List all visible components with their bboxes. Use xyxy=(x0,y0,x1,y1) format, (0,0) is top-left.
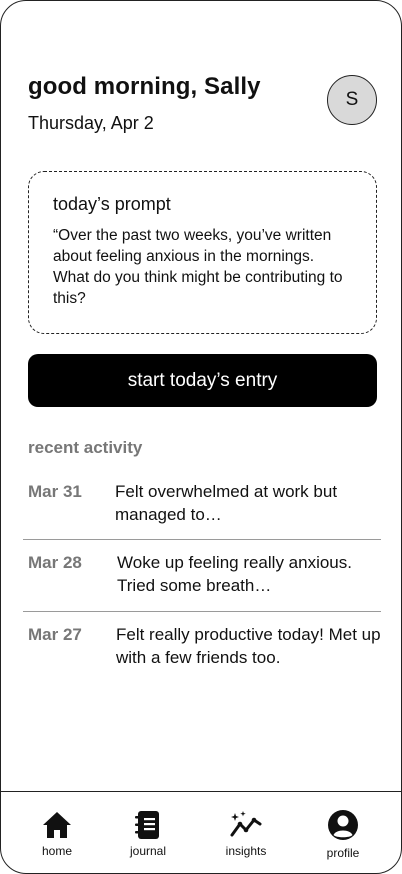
insights-icon xyxy=(229,810,263,840)
prompt-title: today’s prompt xyxy=(53,194,171,214)
avatar-initial: S xyxy=(345,89,359,110)
activity-text: Felt overwhelmed at work but managed to… xyxy=(115,482,338,524)
journal-icon xyxy=(135,810,161,840)
home-icon xyxy=(42,810,72,840)
current-date: Thursday, Apr 2 xyxy=(28,113,154,133)
activity-date: Mar 31 xyxy=(28,482,82,501)
activity-text: Felt really productive today! Met up with a few friends too. xyxy=(116,625,381,667)
activity-date: Mar 27 xyxy=(28,625,82,644)
activity-item[interactable] xyxy=(23,480,381,526)
tab-home[interactable] xyxy=(17,792,97,874)
tab-label: journal xyxy=(129,844,167,858)
greeting-title: good morning, Sally xyxy=(28,73,261,100)
tab-label: home xyxy=(41,844,73,858)
divider xyxy=(23,611,381,612)
avatar[interactable] xyxy=(327,75,377,125)
prompt-text: “Over the past two weeks, you’ve written about feeling anxious in the mornings. What do you think might be contributing to this? xyxy=(53,227,343,307)
tab-label: profile xyxy=(326,846,360,860)
todays-prompt-card[interactable] xyxy=(28,171,377,334)
activity-item[interactable] xyxy=(23,623,381,669)
tab-journal[interactable] xyxy=(108,792,188,874)
bottom-tab-bar xyxy=(1,791,402,874)
activity-date: Mar 28 xyxy=(28,553,82,572)
activity-text: Woke up feeling really anxious. Tried some breath… xyxy=(117,553,352,595)
profile-icon xyxy=(327,810,359,840)
recent-activity-title: recent activity xyxy=(28,438,143,457)
activity-item[interactable] xyxy=(23,551,381,597)
start-entry-button[interactable]: start today’s entry xyxy=(28,354,377,407)
tab-label: insights xyxy=(225,844,267,858)
tab-profile[interactable] xyxy=(303,792,383,874)
tab-insights[interactable] xyxy=(206,792,286,874)
divider xyxy=(23,539,381,540)
